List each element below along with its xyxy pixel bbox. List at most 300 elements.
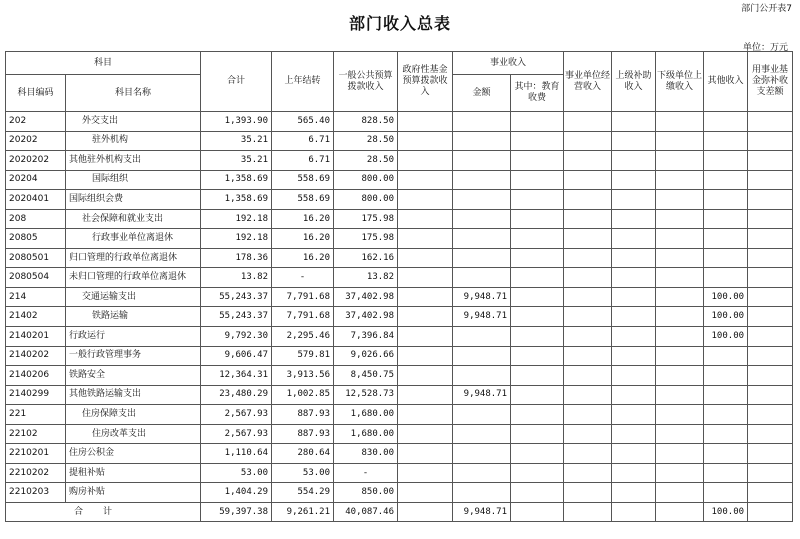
subordinate-payment-cell [656,248,704,268]
subject-name-cell: 其他铁路运输支出 [66,385,201,405]
header-amount: 金额 [453,75,511,112]
edu-fee-cell [511,112,564,132]
total-other-income-cell: 100.00 [704,502,748,522]
header-code: 科目编码 [6,75,66,112]
carryover-cell: 7,791.68 [272,287,334,307]
edu-fee-cell [511,366,564,386]
total-cell: 35.21 [201,151,272,171]
other-income-cell [704,112,748,132]
subject-code-cell: 2020401 [6,190,66,210]
subordinate-payment-cell [656,170,704,190]
other-income-cell [704,170,748,190]
superior-subsidy-cell [612,483,656,503]
unit-operation-cell [564,287,612,307]
general-budget-cell: 13.82 [334,268,398,288]
general-budget-cell: 830.00 [334,444,398,464]
other-income-cell [704,483,748,503]
edu-fee-cell [511,170,564,190]
gov-fund-cell [398,444,453,464]
table-row [6,385,793,405]
total-cell: 23,480.29 [201,385,272,405]
use-reserve-cell [748,483,793,503]
amount-cell [453,483,511,503]
superior-subsidy-cell [612,463,656,483]
use-reserve-cell [748,229,793,249]
use-reserve-cell [748,131,793,151]
other-income-cell [704,444,748,464]
use-reserve-cell [748,307,793,327]
subordinate-payment-cell [656,209,704,229]
general-budget-cell: 162.16 [334,248,398,268]
header-other-income: 其他收入 [704,52,748,112]
subordinate-payment-cell [656,151,704,171]
subject-name-cell: 社会保障和就业支出 [66,209,201,229]
total-cell: 1,404.29 [201,483,272,503]
subject-code-cell: 2140206 [6,366,66,386]
other-income-cell [704,405,748,425]
gov-fund-cell [398,268,453,288]
header-superior-subsidy: 上级补助收入 [612,52,656,112]
subordinate-payment-cell [656,483,704,503]
other-income-cell [704,131,748,151]
subject-code-cell: 20805 [6,229,66,249]
table-row [6,248,793,268]
unit-operation-cell [564,268,612,288]
table-row [6,346,793,366]
edu-fee-cell [511,346,564,366]
header-unit-operation: 事业单位经营收入 [564,52,612,112]
subject-name-cell: 行政运行 [66,327,201,347]
amount-cell [453,229,511,249]
superior-subsidy-cell [612,346,656,366]
total-cell: 2,567.93 [201,424,272,444]
carryover-cell: 2,295.46 [272,327,334,347]
unit-operation-cell [564,327,612,347]
subject-code-cell: 20204 [6,170,66,190]
unit-operation-cell [564,405,612,425]
unit-operation-cell [564,112,612,132]
amount-cell [453,248,511,268]
edu-fee-cell [511,405,564,425]
subject-code-cell: 21402 [6,307,66,327]
carryover-cell: 887.93 [272,405,334,425]
gov-fund-cell [398,248,453,268]
gov-fund-cell [398,327,453,347]
use-reserve-cell [748,190,793,210]
unit-operation-cell [564,170,612,190]
superior-subsidy-cell [612,307,656,327]
general-budget-cell: 37,402.98 [334,287,398,307]
header-total: 合计 [201,52,272,112]
total-cell: 55,243.37 [201,287,272,307]
total-cell: 9,606.47 [201,346,272,366]
subject-name-cell: 铁路运输 [66,307,201,327]
amount-cell: 9,948.71 [453,307,511,327]
subject-name-cell: 购房补贴 [66,483,201,503]
unit-operation-cell [564,483,612,503]
unit-operation-cell [564,366,612,386]
gov-fund-cell [398,151,453,171]
other-income-cell [704,209,748,229]
superior-subsidy-cell [612,170,656,190]
table-row [6,170,793,190]
total-edu-fee-cell [511,502,564,522]
table-row [6,463,793,483]
total-carryover-cell: 9,261.21 [272,502,334,522]
total-cell: 35.21 [201,131,272,151]
subject-code-cell: 2210202 [6,463,66,483]
superior-subsidy-cell [612,209,656,229]
other-income-cell: 100.00 [704,307,748,327]
gov-fund-cell [398,366,453,386]
edu-fee-cell [511,287,564,307]
other-income-cell [704,248,748,268]
total-general-budget-cell: 40,087.46 [334,502,398,522]
subject-code-cell: 2210203 [6,483,66,503]
table-row [6,229,793,249]
edu-fee-cell [511,483,564,503]
other-income-cell: 100.00 [704,327,748,347]
subject-name-cell: 住房公积金 [66,444,201,464]
total-gov-fund-cell [398,502,453,522]
edu-fee-cell [511,268,564,288]
other-income-cell [704,463,748,483]
total-total-cell: 59,397.38 [201,502,272,522]
total-unit-operation-cell [564,502,612,522]
subject-code-cell: 221 [6,405,66,425]
table-row [6,287,793,307]
subordinate-payment-cell [656,268,704,288]
total-cell: 192.18 [201,229,272,249]
gov-fund-cell [398,112,453,132]
carryover-cell: 3,913.56 [272,366,334,386]
use-reserve-cell [748,170,793,190]
edu-fee-cell [511,307,564,327]
amount-cell [453,366,511,386]
gov-fund-cell [398,190,453,210]
table-row [6,444,793,464]
use-reserve-cell [748,444,793,464]
superior-subsidy-cell [612,327,656,347]
other-income-cell: 100.00 [704,287,748,307]
total-cell: 9,792.30 [201,327,272,347]
carryover-cell: 558.69 [272,190,334,210]
amount-cell [453,190,511,210]
use-reserve-cell [748,424,793,444]
general-budget-cell: 175.98 [334,229,398,249]
other-income-cell [704,366,748,386]
subject-name-cell: 外交支出 [66,112,201,132]
general-budget-cell: 1,680.00 [334,405,398,425]
use-reserve-cell [748,268,793,288]
gov-fund-cell [398,287,453,307]
general-budget-cell: 9,026.66 [334,346,398,366]
subordinate-payment-cell [656,190,704,210]
subordinate-payment-cell [656,463,704,483]
subject-name-cell: 归口管理的行政单位离退休 [66,248,201,268]
superior-subsidy-cell [612,229,656,249]
unit-operation-cell [564,248,612,268]
header-subject: 科目 [6,52,201,75]
total-amount-cell: 9,948.71 [453,502,511,522]
other-income-cell [704,385,748,405]
use-reserve-cell [748,248,793,268]
subject-name-cell: 住房改革支出 [66,424,201,444]
use-reserve-cell [748,366,793,386]
subject-name-cell: 住房保障支出 [66,405,201,425]
unit-operation-cell [564,209,612,229]
table-row [6,209,793,229]
subordinate-payment-cell [656,287,704,307]
general-budget-cell: - [334,463,398,483]
edu-fee-cell [511,151,564,171]
use-reserve-cell [748,209,793,229]
gov-fund-cell [398,483,453,503]
header-carryover: 上年结转 [272,52,334,112]
subject-name-cell: 国际组织 [66,170,201,190]
unit-operation-cell [564,346,612,366]
amount-cell [453,444,511,464]
amount-cell [453,131,511,151]
amount-cell [453,170,511,190]
carryover-cell: 7,791.68 [272,307,334,327]
use-reserve-cell [748,405,793,425]
subject-code-cell: 22102 [6,424,66,444]
subject-code-cell: 2020202 [6,151,66,171]
subordinate-payment-cell [656,444,704,464]
unit-label: 单位：万元 [742,43,788,53]
general-budget-cell: 7,396.84 [334,327,398,347]
general-budget-cell: 8,450.75 [334,366,398,386]
subject-name-cell: 未归口管理的行政单位离退休 [66,268,201,288]
amount-cell [453,424,511,444]
subordinate-payment-cell [656,131,704,151]
subject-name-cell: 行政事业单位离退休 [66,229,201,249]
other-income-cell [704,346,748,366]
table-row [6,483,793,503]
carryover-cell: 1,002.85 [272,385,334,405]
amount-cell [453,209,511,229]
subordinate-payment-cell [656,229,704,249]
general-budget-cell: 28.50 [334,131,398,151]
carryover-cell: 16.20 [272,248,334,268]
total-cell: 1,358.69 [201,190,272,210]
amount-cell [453,151,511,171]
carryover-cell: 565.40 [272,112,334,132]
edu-fee-cell [511,327,564,347]
subordinate-payment-cell [656,327,704,347]
table-row [6,307,793,327]
subject-code-cell: 2140202 [6,346,66,366]
general-budget-cell: 828.50 [334,112,398,132]
gov-fund-cell [398,463,453,483]
carryover-cell: 6.71 [272,131,334,151]
table-row [6,405,793,425]
carryover-cell: 887.93 [272,424,334,444]
table-row [6,112,793,132]
gov-fund-cell [398,170,453,190]
superior-subsidy-cell [612,151,656,171]
table-row [6,190,793,210]
other-income-cell [704,151,748,171]
total-cell: 178.36 [201,248,272,268]
use-reserve-cell [748,385,793,405]
amount-cell [453,405,511,425]
subject-name-cell: 交通运输支出 [66,287,201,307]
header-business-income: 事业收入 [453,52,564,75]
subordinate-payment-cell [656,307,704,327]
subject-code-cell: 208 [6,209,66,229]
carryover-cell: - [272,268,334,288]
superior-subsidy-cell [612,287,656,307]
table-row [6,366,793,386]
total-cell: 13.82 [201,268,272,288]
gov-fund-cell [398,346,453,366]
carryover-cell: 558.69 [272,170,334,190]
subject-code-cell: 214 [6,287,66,307]
subordinate-payment-cell [656,346,704,366]
superior-subsidy-cell [612,131,656,151]
table-row [6,268,793,288]
subject-code-cell: 20202 [6,131,66,151]
general-budget-cell: 28.50 [334,151,398,171]
table-row [6,131,793,151]
general-budget-cell: 850.00 [334,483,398,503]
edu-fee-cell [511,463,564,483]
edu-fee-cell [511,444,564,464]
income-table [5,51,793,522]
gov-fund-cell [398,424,453,444]
superior-subsidy-cell [612,248,656,268]
amount-cell: 9,948.71 [453,385,511,405]
general-budget-cell: 800.00 [334,190,398,210]
subject-code-cell: 2140201 [6,327,66,347]
carryover-cell: 53.00 [272,463,334,483]
subject-name-cell: 其他驻外机构支出 [66,151,201,171]
general-budget-cell: 1,680.00 [334,424,398,444]
use-reserve-cell [748,287,793,307]
subject-code-cell: 2210201 [6,444,66,464]
header-edu-fee: 其中：教育收费 [511,75,564,112]
amount-cell [453,268,511,288]
total-cell: 1,110.64 [201,444,272,464]
superior-subsidy-cell [612,405,656,425]
amount-cell: 9,948.71 [453,287,511,307]
gov-fund-cell [398,209,453,229]
header-gov-fund: 政府性基金预算拨款收入 [398,52,453,112]
superior-subsidy-cell [612,190,656,210]
subject-code-cell: 2080504 [6,268,66,288]
unit-operation-cell [564,424,612,444]
unit-operation-cell [564,385,612,405]
use-reserve-cell [748,327,793,347]
use-reserve-cell [748,346,793,366]
table-row [6,151,793,171]
header-name: 科目名称 [66,75,201,112]
total-use-reserve-cell [748,502,793,522]
other-income-cell [704,229,748,249]
other-income-cell [704,424,748,444]
header-row-1 [6,52,793,75]
subordinate-payment-cell [656,405,704,425]
carryover-cell: 554.29 [272,483,334,503]
total-cell: 1,393.90 [201,112,272,132]
other-income-cell [704,190,748,210]
subject-name-cell: 铁路安全 [66,366,201,386]
use-reserve-cell [748,112,793,132]
other-income-cell [704,268,748,288]
subordinate-payment-cell [656,112,704,132]
superior-subsidy-cell [612,112,656,132]
edu-fee-cell [511,385,564,405]
superior-subsidy-cell [612,424,656,444]
superior-subsidy-cell [612,268,656,288]
amount-cell [453,327,511,347]
edu-fee-cell [511,248,564,268]
subject-name-cell: 驻外机构 [66,131,201,151]
amount-cell [453,463,511,483]
subject-name-cell: 一般行政管理事务 [66,346,201,366]
subject-code-cell: 2080501 [6,248,66,268]
edu-fee-cell [511,229,564,249]
header-subordinate-payment: 下级单位上缴收入 [656,52,704,112]
edu-fee-cell [511,190,564,210]
table-body [6,112,793,522]
total-cell: 12,364.31 [201,366,272,386]
gov-fund-cell [398,307,453,327]
amount-cell [453,112,511,132]
general-budget-cell: 800.00 [334,170,398,190]
subordinate-payment-cell [656,366,704,386]
unit-operation-cell [564,444,612,464]
general-budget-cell: 37,402.98 [334,307,398,327]
document-number: 部门公开表7 [741,4,792,14]
subordinate-payment-cell [656,424,704,444]
general-budget-cell: 175.98 [334,209,398,229]
gov-fund-cell [398,229,453,249]
carryover-cell: 16.20 [272,229,334,249]
total-cell: 1,358.69 [201,170,272,190]
total-superior-subsidy-cell [612,502,656,522]
carryover-cell: 6.71 [272,151,334,171]
unit-operation-cell [564,151,612,171]
edu-fee-cell [511,424,564,444]
superior-subsidy-cell [612,385,656,405]
edu-fee-cell [511,209,564,229]
total-cell: 192.18 [201,209,272,229]
subordinate-payment-cell [656,385,704,405]
use-reserve-cell [748,463,793,483]
total-cell: 55,243.37 [201,307,272,327]
superior-subsidy-cell [612,444,656,464]
total-cell: 2,567.93 [201,405,272,425]
header-use-reserve: 用事业基金弥补收支差额 [748,52,793,112]
gov-fund-cell [398,131,453,151]
subject-code-cell: 2140299 [6,385,66,405]
subject-name-cell: 提租补贴 [66,463,201,483]
subject-name-cell: 国际组织会费 [66,190,201,210]
page-title: 部门收入总表 [348,14,451,33]
amount-cell [453,346,511,366]
total-subordinate-payment-cell [656,502,704,522]
total-cell: 53.00 [201,463,272,483]
subject-code-cell: 202 [6,112,66,132]
carryover-cell: 280.64 [272,444,334,464]
total-label: 合计 [6,502,201,522]
unit-operation-cell [564,131,612,151]
carryover-cell: 16.20 [272,209,334,229]
header-general-budget: 一般公共预算拨款收入 [334,52,398,112]
